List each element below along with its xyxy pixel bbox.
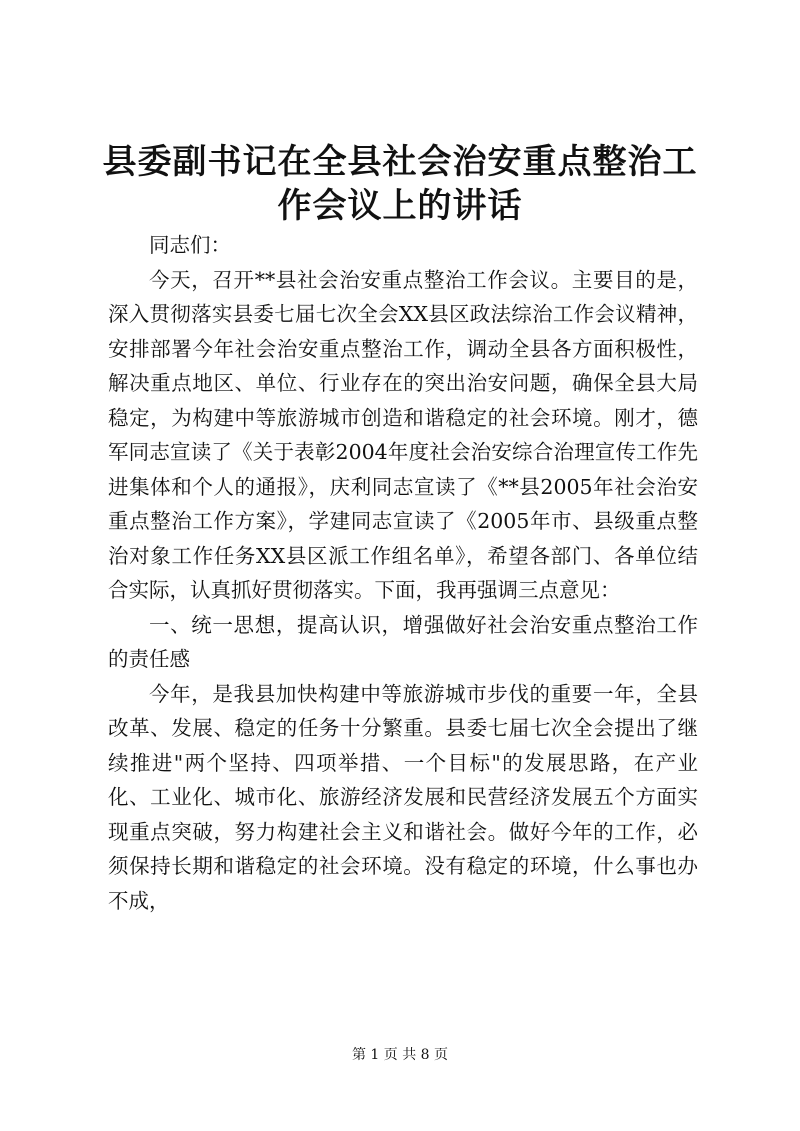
page-number-footer: 第 1 页 共 8 页 xyxy=(351,1047,449,1063)
body-paragraph: 今年，是我县加快构建中等旅游城市步伐的重要一年，全县改革、发展、稳定的任务十分繁重。县委七届七次全会提出了继续推进"两个坚持、四项举措、一个目标"的发展思路，在产业化、工业化、城市化、旅游经济发展和民营经济发展五个方面实现重点突破，努力构建社会主义和谐社会。做好今年的工作，必须保持长期和谐稳定的社会环境。没有稳定的环境，什么事也办不成， xyxy=(108,681,698,913)
salutation: 同志们： xyxy=(149,233,231,257)
document-title: 县委副书记在全县社会治安重点整治工作会议上的讲话 xyxy=(102,142,698,226)
document-body xyxy=(108,228,698,918)
body-paragraph: 今天，召开**县社会治安重点整治工作会议。主要目的是，深入贯彻落实县委七届七次全会XX县区政法综治工作会议精神，安排部署今年社会治安重点整治工作，调动全县各方面积极性，解决重点地区、单位、行业存在的突出治安问题，确保全县大局稳定，为构建中等旅游城市创造和谐稳定的社会环境。刚才，德军同志宣读了《关于表彰2004年度社会治安综合治理宣传工作先进集体和个人的通报》，庆利同志宣读了《**县2005年社会治安重点整治工作方案》，学建同志宣读了《2005年市、县级重点整治对象工作任务XX县区派工作组名单》，希望各部门、各单位结合实际，认真抓好贯彻落实。下面，我再强调三点意见： xyxy=(108,267,698,602)
section-heading: 一、统一思想，提高认识，增强做好社会治安重点整治工作的责任感 xyxy=(108,612,698,671)
